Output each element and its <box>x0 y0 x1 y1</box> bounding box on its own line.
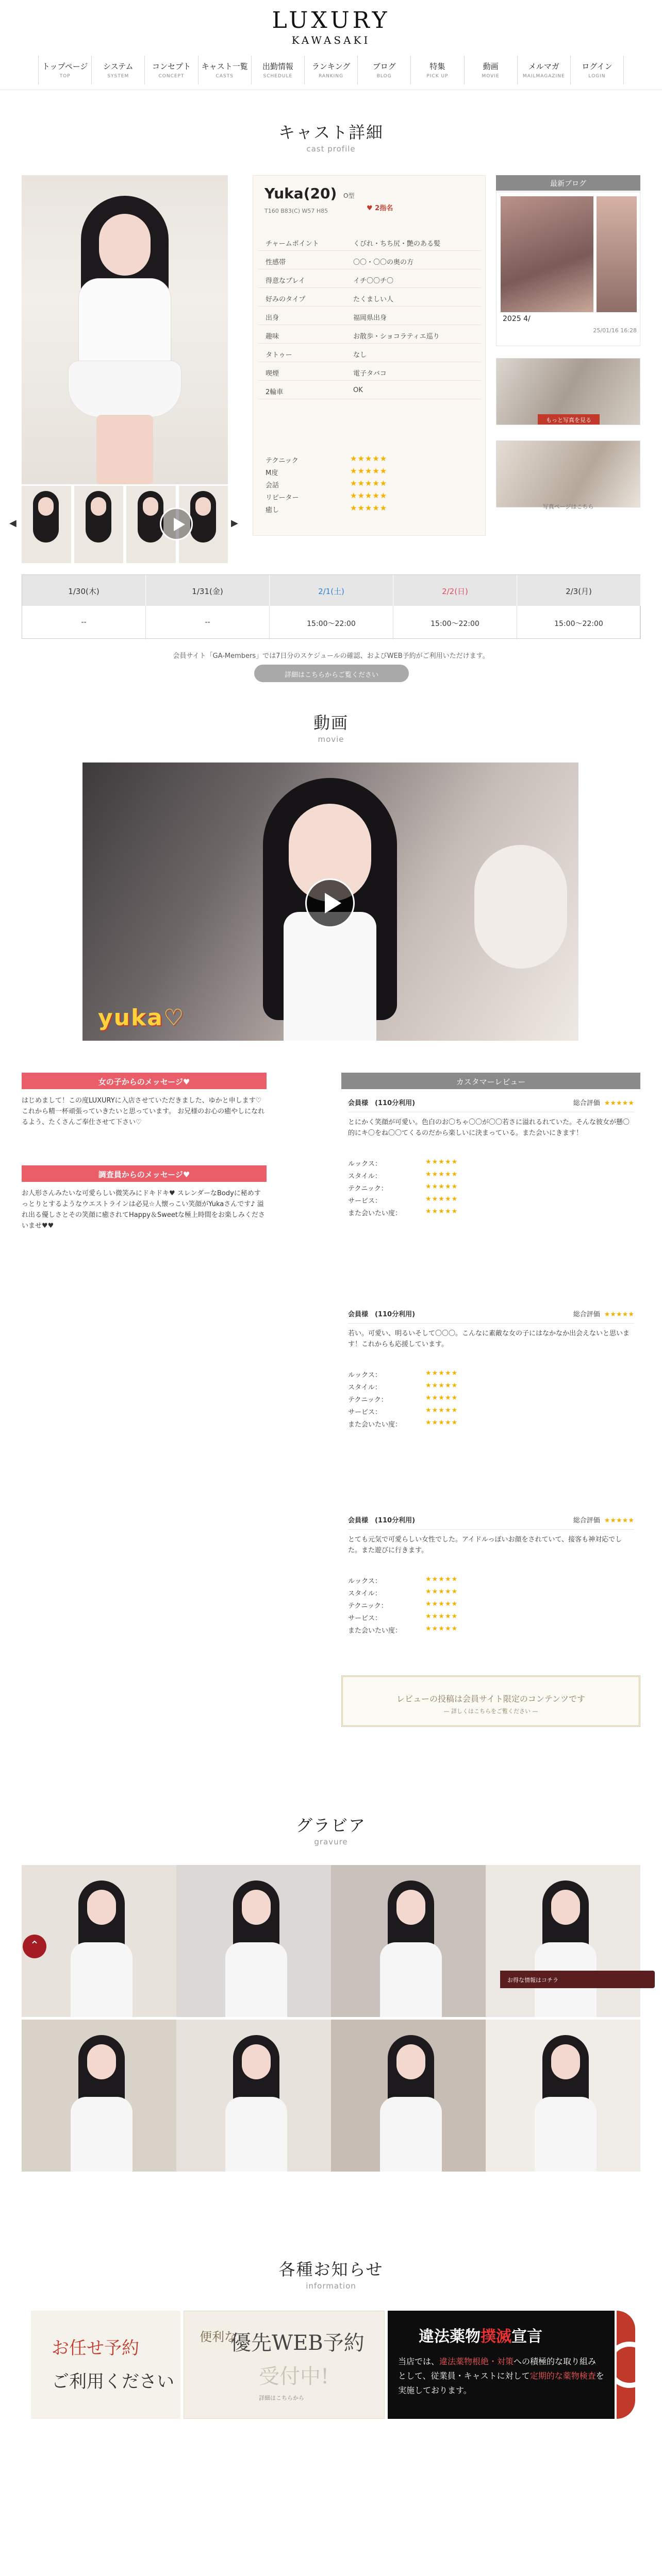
profile-row <box>258 288 481 307</box>
more-photos-label[interactable]: もっと写真を見る <box>538 414 600 425</box>
omakase-booking-banner[interactable] <box>31 2311 180 2419</box>
review-rating-label: また会いたい度： <box>348 1421 402 1429</box>
nav-item-label: ログイン <box>582 62 613 71</box>
blog-photo[interactable] <box>501 196 593 312</box>
nav-item-label: メルマガ <box>528 62 559 71</box>
photo-face <box>99 214 151 276</box>
cast-measurements: T160 B83(C) W57 H85 <box>264 208 328 214</box>
nav-item-label: コンセプト <box>152 62 191 71</box>
thumbnail-play-icon[interactable] <box>160 507 193 540</box>
anti-drug-title-c: 宣言 <box>511 2328 542 2346</box>
web-booking-note: 詳細はこちらから <box>259 2395 304 2401</box>
nav-item-sublabel: MAILMAGAZINE <box>522 74 565 79</box>
blog-photo[interactable] <box>597 196 637 312</box>
schedule-times-row <box>22 606 641 639</box>
review-overall <box>573 1097 634 1107</box>
review-rating-label: ルックス： <box>348 1578 382 1585</box>
profile-row <box>258 344 481 362</box>
web-booking-title: 優先WEB予約 <box>230 2331 365 2355</box>
review-rating-stars: ★★★★★ <box>425 1419 458 1427</box>
review-rating-stars: ★★★★★ <box>425 1382 458 1389</box>
divider <box>348 1323 634 1324</box>
nav-item-sublabel: PICK UP <box>426 74 449 79</box>
customer-review-header: カスタマーレビュー <box>341 1073 640 1089</box>
gravure-face <box>396 2044 425 2079</box>
gravure-outfit <box>380 2097 442 2172</box>
review-rating-label: また会いたい度： <box>348 1210 402 1217</box>
gravure-outfit <box>535 2097 597 2172</box>
gravure-photo[interactable] <box>331 1865 486 2017</box>
review-rating-label: サービス： <box>348 1615 382 1622</box>
rating-stars: ★★★★★ <box>350 479 388 488</box>
rating-label: テクニック <box>266 457 299 465</box>
nav-item-sublabel: RANKING <box>319 74 344 79</box>
review-rating-label: テクニック： <box>348 1602 388 1610</box>
anti-drug-title <box>419 2324 542 2346</box>
review-overall <box>573 1309 634 1318</box>
video-player[interactable] <box>82 762 578 1041</box>
scroll-up-icon[interactable]: ⌃ <box>23 1935 46 1958</box>
review-rating-stars: ★★★★★ <box>425 1613 458 1620</box>
profile-row-value: たくましい人 <box>353 296 394 303</box>
review-rating-stars: ★★★★★ <box>425 1195 458 1203</box>
cast-profile-card <box>253 175 486 536</box>
schedule-time: -- <box>146 606 270 639</box>
review-rating-stars: ★★★★★ <box>425 1208 458 1215</box>
anti-drug-text-e: を実施しております。 <box>398 2371 604 2395</box>
video-apron <box>284 912 376 1041</box>
schedule-day: 2/3(月) <box>517 575 641 606</box>
review-overall-label: 総合評価 <box>573 1099 600 1107</box>
anti-drug-text-a: 当店では、 <box>398 2357 440 2366</box>
cast-detail-title: キャスト詳細 <box>278 123 384 142</box>
main-nav <box>38 56 624 84</box>
profile-row <box>258 251 481 269</box>
review-rating-label: スタイル： <box>348 1173 382 1180</box>
gravure-outfit <box>225 1942 287 2017</box>
schedule-table <box>22 574 640 639</box>
review-rating-label: スタイル： <box>348 1384 382 1392</box>
nav-item[interactable] <box>198 56 251 84</box>
review-text: とても元気で可愛らしい女性でした。アイドルっぽいお顔をされていて、接客も神対応でした。また遊びに行きます。 <box>348 1536 622 1554</box>
video-name-logo: yuka♡ <box>98 1005 185 1031</box>
nav-item[interactable] <box>251 56 304 84</box>
schedule-time: 15:00〜22:00 <box>270 606 393 639</box>
schedule-header-row <box>22 575 641 606</box>
review-author: 会員様 (110分利用) <box>348 1517 416 1524</box>
video-teddy-bear <box>474 845 567 969</box>
review-rating-stars: ★★★★★ <box>425 1183 458 1191</box>
gravure-photo[interactable] <box>22 2020 176 2172</box>
blog-post-date: 25/01/16 16:28 <box>593 327 637 334</box>
review-rating-stars: ★★★★★ <box>425 1575 458 1583</box>
nav-item[interactable] <box>38 56 91 84</box>
profile-row-label: チャームポイント <box>266 240 319 248</box>
anti-drug-text <box>398 2354 604 2398</box>
site-header <box>0 0 662 90</box>
blood-type: O型 <box>343 192 355 199</box>
review-card <box>348 1309 634 1479</box>
review-text: とにかく笑顔が可愛い。色白のお〇ちゃ〇〇が〇〇若さに溢れるれていた。そんな彼女が懸〇的にキ〇をね〇〇てくるのだから楽しいに決まっている。また会いにきます！ <box>348 1118 630 1137</box>
nomination-badge: ♥ 2指名 <box>367 205 393 212</box>
review-rating-label: ルックス： <box>348 1371 382 1379</box>
review-box-title: レビューの投稿は会員サイト限定のコンテンツです <box>396 1694 586 1704</box>
profile-row-value: イチ〇〇チ〇 <box>353 277 394 285</box>
web-booking-status: 受付中! <box>259 2365 329 2388</box>
nav-item-sublabel: CONCEPT <box>158 74 185 79</box>
profile-row <box>258 232 481 251</box>
profile-row-label: 出身 <box>266 314 279 322</box>
nav-item-label: ブログ <box>372 62 396 71</box>
nav-item-sublabel: BLOG <box>376 74 392 79</box>
profile-row-label: 性感帯 <box>266 259 286 266</box>
nav-item-label: キャスト一覧 <box>201 62 248 71</box>
gravure-outfit <box>71 1942 133 2017</box>
review-card <box>348 1097 634 1267</box>
gravure-photo[interactable] <box>176 2020 331 2172</box>
rating-label: 癒し <box>266 506 279 514</box>
web-booking-small: 便利な <box>200 2330 237 2344</box>
review-overall-label: 総合評価 <box>573 1517 600 1524</box>
web-booking-banner[interactable] <box>184 2311 385 2419</box>
review-rating-label: テクニック： <box>348 1396 388 1404</box>
latest-blog-card[interactable] <box>496 192 640 346</box>
review-rating-stars: ★★★★★ <box>425 1394 458 1402</box>
profile-row <box>258 325 481 344</box>
schedule-time: -- <box>22 606 146 639</box>
review-author: 会員様 (110分利用) <box>348 1311 416 1318</box>
anti-drug-title-a: 違法薬物 <box>419 2328 481 2346</box>
profile-row <box>258 381 481 399</box>
review-rating-label: ルックス： <box>348 1160 382 1168</box>
profile-row <box>258 307 481 325</box>
review-text: 若い。可愛い、明るいそして〇〇〇。こんなに素敵な女の子にはなかなか出会えないと思います！これからも応援しています。 <box>348 1330 630 1348</box>
nav-item-sublabel: SYSTEM <box>107 74 129 79</box>
omakase-title: お任せ予約 <box>52 2338 139 2359</box>
review-rating-label: スタイル： <box>348 1590 382 1598</box>
profile-row-value: なし <box>353 351 367 359</box>
logo-subtitle: KAWASAKI <box>291 34 371 46</box>
nav-item[interactable] <box>517 56 570 84</box>
schedule-time: 15:00〜22:00 <box>393 606 517 639</box>
next-arrow-icon[interactable]: ▶ <box>231 518 238 529</box>
nav-item-label: トップページ <box>42 62 88 71</box>
profile-row-value: お散歩・ショコラティエ巡り <box>353 333 440 341</box>
gravure-face <box>551 2044 580 2079</box>
profile-row-label: 2輪車 <box>266 388 284 396</box>
nav-item-label: 動画 <box>483 62 499 71</box>
gravure-photo[interactable] <box>176 1865 331 2017</box>
review-box-subtitle: — 詳しくはこちらをご覧ください — <box>443 1708 538 1715</box>
play-icon[interactable] <box>305 878 355 928</box>
girl-message-header: 女の子からのメッセージ♥ <box>22 1073 267 1089</box>
photo-legs <box>96 415 153 484</box>
review-overall-stars: ★★★★★ <box>604 1311 634 1318</box>
gravure-face <box>242 2044 271 2079</box>
profile-row-value: 福岡県出身 <box>353 314 387 322</box>
review-members-only-box[interactable] <box>341 1675 640 1727</box>
profile-row-label: 好みのタイプ <box>266 296 306 303</box>
gravure-face <box>396 1890 425 1925</box>
nav-item-sublabel: MOVIE <box>482 74 500 79</box>
nav-item-label: 特集 <box>429 62 445 71</box>
review-overall-label: 総合評価 <box>573 1311 600 1318</box>
rating-stars: ★★★★★ <box>350 491 388 500</box>
profile-row-label: 得意なプレイ <box>266 277 305 285</box>
nav-item[interactable] <box>570 56 624 84</box>
anti-drug-text-b: 違法薬物根絶・対策 <box>439 2357 514 2366</box>
deals-link[interactable]: お得な情報はコチラ <box>500 1971 655 1988</box>
review-rating-stars: ★★★★★ <box>425 1369 458 1377</box>
nav-item[interactable] <box>464 56 517 84</box>
review-rating-label: テクニック： <box>348 1185 388 1193</box>
review-rating-label: また会いたい度： <box>348 1627 402 1635</box>
review-rating-stars: ★★★★★ <box>425 1588 458 1596</box>
cast-detail-subtitle: cast profile <box>306 144 356 154</box>
review-overall <box>573 1515 634 1524</box>
photo-page-banner[interactable] <box>496 440 640 507</box>
anti-drug-text-c: への積極的な取り組みとして、従業員・キャストに対して <box>398 2357 597 2381</box>
anti-drug-text-d: 定期的な薬物検査 <box>529 2371 596 2381</box>
review-overall-stars: ★★★★★ <box>604 1517 634 1524</box>
gravure-face <box>87 2044 116 2079</box>
anti-drug-banner[interactable] <box>388 2311 615 2419</box>
profile-row-label: 趣味 <box>266 333 279 341</box>
gravure-face <box>87 1890 116 1925</box>
girl-message-text: はじめまして！この度LUXURYに入店させていただきました、ゆかと申します♡ これから精一杯頑張っていきたいと思っています。 お兄様のお心の癒やしになれるよう、たくさんご奉仕させて下さい♡ <box>22 1097 265 1126</box>
notices-subtitle: information <box>306 2281 356 2291</box>
profile-row-value: 〇〇・〇〇の奥の方 <box>353 259 414 266</box>
schedule-note: 会員サイト「GA-Members」では7日分のスケジュールの確認、およびWEB予約がご利用いただけます。 <box>173 652 489 660</box>
anti-drug-title-b: 撲滅 <box>481 2328 511 2346</box>
notices-title: 各種お知らせ <box>278 2260 384 2279</box>
review-card <box>348 1515 634 1685</box>
gravure-photo[interactable] <box>486 1865 640 2017</box>
gravure-face <box>242 1890 271 1925</box>
cast-main-photo[interactable] <box>22 175 228 484</box>
gravure-face <box>551 1890 580 1925</box>
nav-item[interactable] <box>91 56 144 84</box>
staff-message-text: お人形さんみたいな可愛らしい微笑みにドキドキ♥ スレンダーなBodyに秘めすっとりとするようなウエストラインは必見☆人懐っこい笑顔がYukaさんです♪ 溢れ出る優しさとその笑顔に癒されてHappy＆Sweetな極上時間をお楽しみくださいませ♥♥ <box>22 1190 265 1230</box>
profile-row-label: 喫煙 <box>266 370 279 378</box>
review-author: 会員様 (110分利用) <box>348 1099 416 1107</box>
rating-stars: ★★★★★ <box>350 466 388 476</box>
thumbnail[interactable] <box>22 486 71 563</box>
logo[interactable]: LUXURY <box>272 7 390 33</box>
review-rating-stars: ★★★★★ <box>425 1158 458 1166</box>
nav-item-label: ランキング <box>311 62 351 71</box>
profile-row-label: タトゥー <box>266 351 292 359</box>
profile-row-value: OK <box>353 386 363 394</box>
rating-stars: ★★★★★ <box>350 503 388 513</box>
gravure-subtitle: gravure <box>314 1837 348 1846</box>
latest-blog-header: 最新ブログ <box>496 175 640 191</box>
more-photos-banner[interactable] <box>496 358 640 425</box>
profile-row-value: 電子タバコ <box>353 370 387 378</box>
rating-row <box>266 454 441 465</box>
nav-item[interactable] <box>144 56 197 84</box>
schedule-day: 2/2(日) <box>393 575 517 606</box>
gravure-outfit <box>380 1942 442 2017</box>
schedule-day: 1/30(木) <box>22 575 146 606</box>
review-overall-stars: ★★★★★ <box>604 1099 634 1107</box>
schedule-day: 1/31(金) <box>146 575 270 606</box>
rating-row <box>266 479 441 490</box>
schedule-details-button[interactable]: 詳細はこちらからご覧ください <box>254 665 409 682</box>
review-rating-label: サービス： <box>348 1197 382 1205</box>
photo-page-link[interactable]: 写真ページはこちら <box>542 503 594 510</box>
gravure-photo[interactable] <box>486 2020 640 2172</box>
rating-row <box>266 491 441 502</box>
rating-row <box>266 503 441 515</box>
cast-name: Yuka(20) <box>264 185 337 202</box>
rating-label: M度 <box>266 469 278 477</box>
nav-item-sublabel: SCHEDULE <box>263 74 293 79</box>
rating-label: リピーター <box>266 494 299 502</box>
schedule-time: 15:00〜22:00 <box>517 606 641 639</box>
profile-row <box>258 362 481 381</box>
video-subtitle: movie <box>318 735 344 744</box>
profile-row-value: くびれ・ちち尻・艶のある髪 <box>353 240 441 248</box>
nav-item[interactable] <box>304 56 357 84</box>
nav-item-sublabel: CASTS <box>216 74 234 79</box>
gravure-outfit <box>71 2097 133 2172</box>
schedule-day: 2/1(土) <box>270 575 393 606</box>
staff-message-header: 調査員からのメッセージ♥ <box>22 1165 267 1182</box>
nav-item-sublabel: LOGIN <box>588 74 606 79</box>
prev-arrow-icon[interactable]: ◀ <box>9 518 16 529</box>
gravure-photo[interactable] <box>331 2020 486 2172</box>
gravure-title: グラビア <box>295 1816 366 1835</box>
review-rating-stars: ★★★★★ <box>425 1625 458 1633</box>
nav-item[interactable] <box>410 56 464 84</box>
photo-skirt <box>68 361 181 417</box>
nav-item-sublabel: TOP <box>59 74 71 79</box>
photo-thumbnails <box>22 486 228 563</box>
omakase-subtitle: ご利用ください <box>52 2371 174 2392</box>
blog-post-title[interactable]: 2025 4/ <box>503 315 531 323</box>
divider <box>348 1529 634 1530</box>
review-rating-label: サービス： <box>348 1409 382 1416</box>
review-rating-stars: ★★★★★ <box>425 1600 458 1608</box>
rating-stars: ★★★★★ <box>350 454 388 463</box>
thumbnail[interactable] <box>74 486 124 563</box>
video-title: 動画 <box>313 713 349 733</box>
review-rating-stars: ★★★★★ <box>425 1171 458 1178</box>
nav-item[interactable] <box>357 56 410 84</box>
nav-item-label: システム <box>103 62 134 71</box>
next-banner-peek[interactable] <box>617 2311 635 2419</box>
profile-row <box>258 269 481 288</box>
review-rating-stars: ★★★★★ <box>425 1406 458 1414</box>
rating-label: 会話 <box>266 482 279 489</box>
nav-item-label: 出勤情報 <box>262 62 293 71</box>
rating-row <box>266 466 441 478</box>
gravure-outfit <box>225 2097 287 2172</box>
